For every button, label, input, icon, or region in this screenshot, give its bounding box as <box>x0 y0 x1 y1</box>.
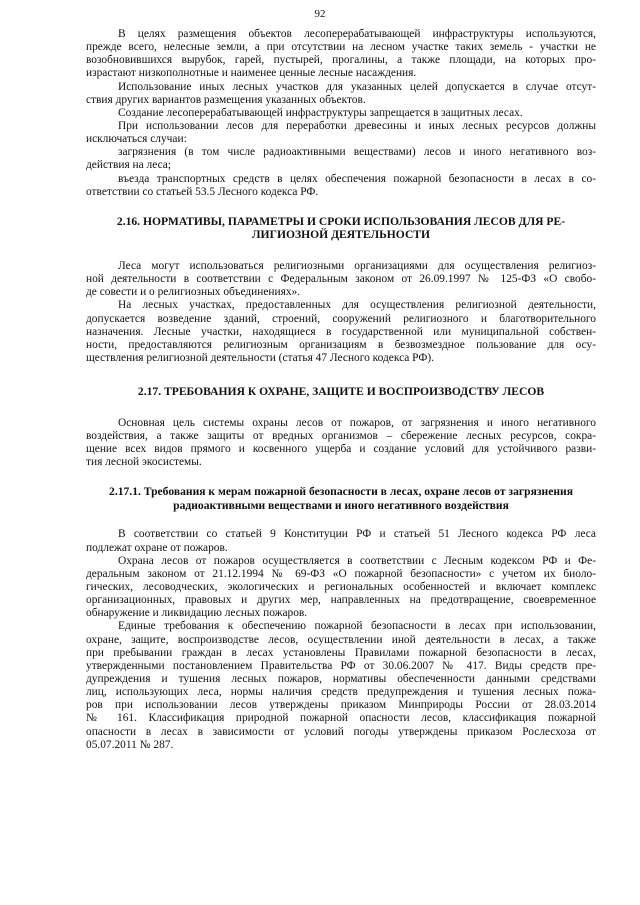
paragraph <box>86 299 596 365</box>
text-line: действия на леса; <box>86 159 171 172</box>
text-line: возобновившихся вырубок, гарей, пустырей, прогалины, а также площади, на которых про- <box>86 54 596 67</box>
text-line: охране, защите, воспроизводстве лесов, осуществлении иной деятельности в лесах, а также <box>86 633 596 646</box>
section-heading <box>86 485 596 512</box>
heading-line: 2.17. ТРЕБОВАНИЯ К ОХРАНЕ, ЗАЩИТЕ И ВОСПРОИЗВОДСТВУ ЛЕСОВ <box>137 385 545 399</box>
text-line: израстают низкополнотные и наименее ценные лесные насаждения. <box>86 67 417 80</box>
paragraph <box>86 107 596 120</box>
text-line: 05.07.2011 № 287. <box>86 738 174 751</box>
paragraph <box>86 173 596 199</box>
text-line: щение всех видов прямого и косвенного ущерба и создание условий для устойчивого разви- <box>86 443 596 456</box>
text-line: тия лесной экосистемы. <box>86 456 202 469</box>
heading-line: 2.17.1. Требования к мерам пожарной безопасности в лесах, охране лесов от загрязнения <box>109 485 573 499</box>
text-line: На лесных участках, предоставленных для осуществления религиозной деятельности, <box>118 299 596 312</box>
text-line: исключаться случаи: <box>86 133 187 146</box>
text-line: въезда транспортных средств в целях обеспечения пожарной безопасности в лесах в со- <box>118 172 596 185</box>
paragraph <box>86 555 596 621</box>
text-line: ров при использовании лесов утверждены приказом Минприроды России от 28.03.2014 <box>86 699 596 712</box>
spacer <box>86 512 596 528</box>
text-line: ности, предоставляются религиозным организациям в безвозмездное пользование для осу- <box>86 338 596 351</box>
paragraph <box>86 120 596 146</box>
text-line: опасности в лесах в зависимости от условий погоды утверждены приказом Рослесхоза от <box>86 725 596 738</box>
paragraph <box>86 81 596 107</box>
spacer <box>86 365 596 385</box>
spacer <box>86 242 596 260</box>
text-line: назначения. Лесные участки, находящиеся в государственной или муниципальной собствен- <box>86 325 596 338</box>
document-body <box>86 28 596 752</box>
text-line: В целях размещения объектов лесоперерабатывающей инфраструктуры используются, <box>118 28 596 40</box>
text-line: ствия других вариантов размещения указанных объектов. <box>86 93 366 106</box>
text-line: загрязнения (в том числе радиоактивными веществами) лесов и иного негативного воз- <box>118 146 596 159</box>
text-line: Леса могут использоваться религиозными организациями для осуществления религиоз- <box>118 260 596 273</box>
text-line: В соответствии со статьей 9 Конституции РФ и статьей 51 Лесного кодекса РФ леса <box>118 528 596 541</box>
text-line: при пребывании граждан в лесах установлены Правилами пожарной безопасности в лесах, <box>86 646 596 659</box>
text-line: прежде всего, нелесные земли, а при отсутствии на лесном участке таких земель - участки не <box>86 41 596 54</box>
section-heading <box>86 215 596 242</box>
text-line: гических, лесоводческих, экологических и региональных особенностей и включает комплекс <box>86 581 596 594</box>
section-heading <box>86 385 596 399</box>
text-line: обнаружение и ликвидацию лесных пожаров. <box>86 607 308 620</box>
spacer <box>86 399 596 417</box>
heading-line: 2.16. НОРМАТИВЫ, ПАРАМЕТРЫ И СРОКИ ИСПОЛЬЗОВАНИЯ ЛЕСОВ ДЛЯ РЕ- <box>116 214 566 228</box>
page-number: 92 <box>314 8 326 20</box>
text-line: Основная цель системы охраны лесов от пожаров, от загрязнения и иного негативного <box>118 416 596 429</box>
text-line: де совести и о религиозных объединениях». <box>86 286 301 299</box>
paragraph <box>86 417 596 470</box>
text-line: При использовании лесов для переработки древесины и иных лесных ресурсов должны <box>118 119 596 132</box>
text-line: Единые требования к обеспечению пожарной безопасности в лесах при использовании, <box>118 620 596 633</box>
text-line: допускается возведение зданий, строений, сооружений религиозного и благотворительного <box>86 312 596 325</box>
text-line: утвержденными постановлением Правительства РФ от 30.06.2007 № 417. Виды средств пре- <box>86 659 596 672</box>
paragraph <box>86 620 596 751</box>
text-line: подлежат охране от пожаров. <box>86 541 228 554</box>
text-line: ществления религиозной деятельности (статья 47 Лесного кодекса РФ). <box>86 352 434 364</box>
text-line: лиц, использующих леса, нормы наличия средств предупреждения и тушения лесных пожа- <box>86 686 596 699</box>
heading-line: ЛИГИОЗНОЙ ДЕЯТЕЛЬНОСТИ <box>251 228 431 242</box>
text-line: деральным законом от 21.12.1994 № 69-ФЗ «О пожарной безопасности» с учетом их биоло- <box>86 567 596 580</box>
heading-line: радиоактивными веществами и иного негативного воздействия <box>173 498 509 512</box>
text-line: дупреждения и тушения лесных пожаров, нормативы обеспеченности данными средствами <box>86 673 596 686</box>
text-line: Создание лесоперерабатывающей инфраструктуры запрещается в защитных лесах. <box>118 106 523 119</box>
spacer <box>86 469 596 485</box>
text-line: Охрана лесов от пожаров осуществляется в соответствии с Лесным кодексом РФ и Фе- <box>118 554 596 567</box>
spacer <box>86 199 596 215</box>
text-line: № 161. Классификация природной пожарной опасности лесов, классификация пожарной <box>86 712 596 725</box>
paragraph <box>86 146 596 172</box>
paragraph <box>86 28 596 81</box>
paragraph <box>86 528 596 554</box>
text-line: ной деятельности в соответствии с Федеральным законом от 26.09.1997 № 125-ФЗ «О свобо- <box>86 273 596 286</box>
text-line: организационных, правовых и других мер, направленных на предотвращение, своевременное <box>86 594 596 607</box>
text-line: воздействия, а также защиты от вредных организмов – сбережение лесных ресурсов, сокра- <box>86 429 596 442</box>
text-line: Использование иных лесных участков для указанных целей допускается в случае отсут- <box>118 80 596 93</box>
paragraph <box>86 260 596 299</box>
text-line: ответствии со статьей 53.5 Лесного кодекса РФ. <box>86 185 319 198</box>
